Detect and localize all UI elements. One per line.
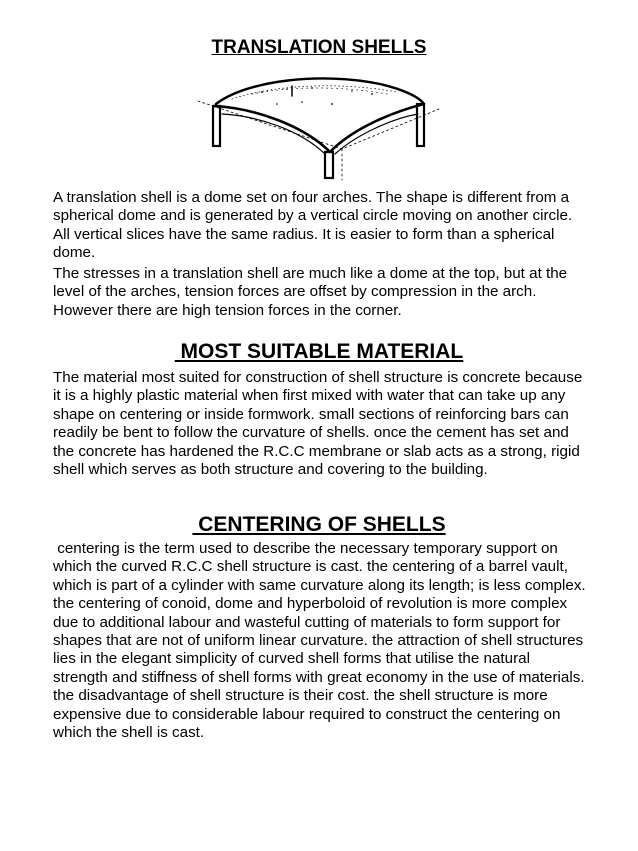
section-title-translation-shells: TRANSLATION SHELLS: [211, 37, 427, 58]
section-title-most-suitable-material: MOST SUITABLE MATERIAL: [174, 340, 464, 363]
paragraph-material: The material most suited for construction of shell structure is concrete because it is a highly plastic material when first mixed with water that can take up any shape on centering or inside formwork. small sections of reinforcing bars can readily be bent to follow the curvature of shells. once the cement has set and the concrete has hardened the R.C.C membrane or slab acts as a strong, rigid shell which serves as both structure and covering to the building.: [53, 369, 583, 479]
paragraph-translation-definition: A translation shell is a dome set on four arches. The shape is different from a spherical dome and is generated by a vertical circle moving on another circle. All vertical slices have the same radius. It is easier to form than a spherical dome.: [53, 189, 573, 262]
paragraph-centering: centering is the term used to describe the necessary temporary support on which the curved R.C.C shell structure is cast. the centering of a barrel vault, which is part of a cylinder with same curvature along its length; is less complex. the centering of conoid, dome and hyperboloid of revolution is more complex due to additional labour and wasteful cutting of materials to form support for shapes that are not of uniform linear curvature. the attraction of shell structures lies in the elegant simplicity of curved shell forms that utilise the natural strength and stiffness of shell forms with great economy in the use of materials. the disadvantage of shell structure is their cost. the shell structure is more expensive due to considerable labour required to construct the centering on which the shell is cast.: [53, 540, 590, 742]
section-title-centering-of-shells: CENTERING OF SHELLS: [192, 513, 446, 536]
paragraph-translation-stresses: The stresses in a translation shell are much like a dome at the top, but at the level of the arches, tension forces are offset by compression in the arch. However there are high tension forces in the corner.: [53, 265, 568, 319]
translation-shell-sketch-icon: [192, 74, 442, 184]
